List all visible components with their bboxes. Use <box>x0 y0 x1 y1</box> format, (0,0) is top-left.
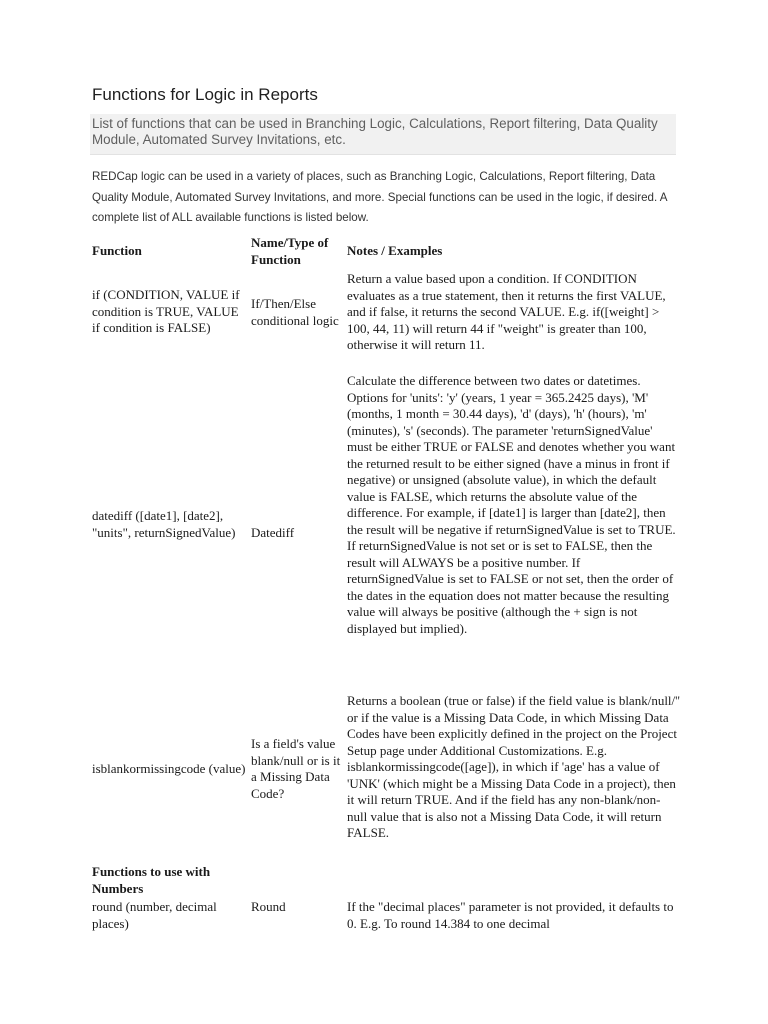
table-row-if-notes: Return a value based upon a condition. If CONDITION evaluates as a true statement, then it returns the first VALUE, and if false, it returns the second VALUE. E.g. if([weight] > 100, 44, 11) will return 44 if "weight" is greater than 100, otherwise it will return 11. <box>347 271 666 352</box>
table-row-isblank-function: isblankormissingcode (value) <box>92 761 246 776</box>
table-row-round-name: Round <box>251 899 286 914</box>
table-row-datediff-notes: Calculate the difference between two dates or datetimes. Options for 'units': 'y' (years, 1 year = 365.2425 days), 'M' (months, 1 month = 30.44 days), 'd' (days), 'h' (hours), 'm' (minutes), 's' (seconds). The parameter 'returnSignedValue' must be either TRUE or FALSE and denotes whether you want the returned result to be either signed (have a minus in front if negative) or unsigned (absolute value), in which the default value is FALSE, which returns the absolute value of the difference. For example, if [date1] is larger than [date2], then the result will be negative if returnSignedValue is set to TRUE. If returnSignedValue is not set or is set to FALSE, then the result will ALWAYS be a positive number. If returnSignedValue is set to FALSE or not set, then the order of the dates in the equation does not matter because the resulting value will always be positive (although the + sign is not displayed but implied). <box>347 373 676 636</box>
subtitle-box <box>90 114 676 155</box>
header-name-type: Name/Type of Function <box>251 235 329 267</box>
table-row-if-name: If/Then/Else conditional logic <box>251 296 339 328</box>
table-row-datediff-function: datediff ([date1], [date2], "units", returnSignedValue) <box>92 508 236 540</box>
page-subtitle: List of functions that can be used in Branching Logic, Calculations, Report filtering, Data Quality Module, Automated Survey Invitations, etc. <box>92 116 658 147</box>
page-title: Functions for Logic in Reports <box>92 85 318 104</box>
table-row-round-function: round (number, decimal places) <box>92 899 217 931</box>
table-row-round-notes: If the "decimal places" parameter is not provided, it defaults to 0. E.g. To round 14.384 to one decimal <box>347 899 674 931</box>
intro-paragraph: REDCap logic can be used in a variety of places, such as Branching Logic, Calculations, Report filtering, Data Quality Module, Automated Survey Invitations, and more. Special functions can be used in the logic, if desired. A complete list of ALL available functions is listed below. <box>92 170 667 224</box>
section-heading-numbers: Functions to use with Numbers <box>92 864 211 896</box>
header-function: Function <box>92 243 142 258</box>
header-notes: Notes / Examples <box>347 243 443 258</box>
table-row-isblank-notes: Returns a boolean (true or false) if the field value is blank/null/'' or if the value is a Missing Data Code, in which Missing Data Codes have been explicitly defined in the project on the Project Setup page under Additional Customizations. E.g. isblankormissingcode([age]), in which if 'age' has a value of 'UNK' (which might be a Missing Data Code in a project), then it will return TRUE. And if the field has any non-blank/non-null value that is also not a Missing Data Code, it will return FALSE. <box>347 693 680 840</box>
table-row-isblank-name: Is a field's value blank/null or is it a Missing Data Code? <box>251 736 341 801</box>
table-row-if-function: if (CONDITION, VALUE if condition is TRUE, VALUE if condition is FALSE) <box>92 287 240 335</box>
table-row-datediff-name: Datediff <box>251 525 295 540</box>
